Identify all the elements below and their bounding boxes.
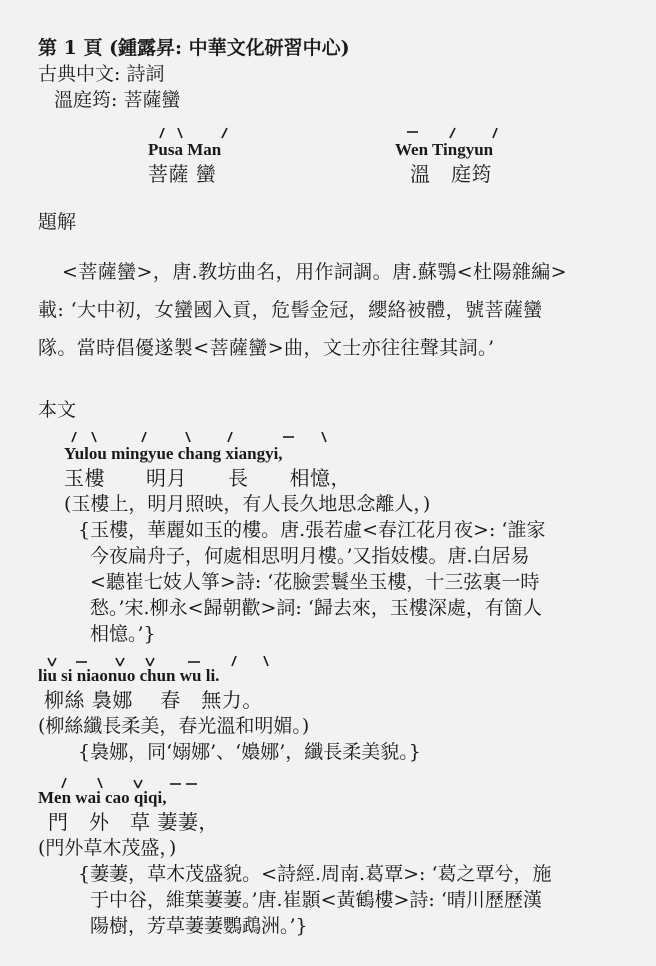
stanza3-note-line: 于中谷，維葉萋萋。’唐.崔顥<黃鶴樓>詩: ‘晴川歷歷漢 [90, 889, 542, 911]
tijie-line-1: <菩薩蠻>，唐.教坊曲名，用作詞調。唐.蘇鶚<杜陽雜編> [62, 261, 567, 283]
section-heading-tijie: 題解 [38, 211, 77, 233]
stanza1-note-line: {玉樓，華麗如玉的樓。唐.張若虛<春江花月夜>: ‘誰家 [78, 519, 546, 541]
stanza2-note-line: {裊娜，同‘嫋娜’、‘嬝娜’，纖長柔美貌。} [78, 741, 421, 763]
tone-mark [160, 128, 164, 138]
stanza3-translation: (門外草木茂盛，) [38, 837, 177, 859]
stanza3-pinyin: Men wai cao qiqi, [38, 788, 167, 807]
stanza2-chinese: 柳絲 裊娜 春 無力。 [44, 688, 263, 712]
stanza3-note-line: 陽樹，芳草萋萋鸚鵡洲。’} [90, 915, 308, 937]
tijie-line-2: 載: ‘大中初，女蠻國入貢，危髻金冠，纓絡被體，號菩薩蠻 [38, 299, 543, 321]
stanza3-note-line: {萋萋，草木茂盛貌。<詩經.周南.葛覃>: ‘葛之覃兮，施 [78, 863, 552, 885]
stanza1-translation: (玉樓上，明月照映，有人長久地思念離人，) [64, 493, 431, 515]
section-heading-benwen: 本文 [38, 399, 77, 421]
stanza1-note-line: 愁。’宋.柳永<歸朝歡>詞: ‘歸去來，玉樓深處，有箇人 [90, 597, 542, 619]
stanza2-pinyin: liu si niaonuo chun wu li. [38, 666, 220, 685]
title-chinese: 菩薩 蠻 [148, 162, 217, 186]
title-pinyin: Pusa Man [148, 140, 222, 159]
tone-mark [178, 128, 182, 138]
stanza1-note-line: 相憶。’} [90, 623, 156, 645]
author-pinyin: Wen Tingyun [395, 140, 494, 159]
stanza1-chinese: 玉樓 明月 長 相憶， [64, 466, 351, 490]
tijie-line-3: 隊。當時倡優遂製<菩薩蠻>曲，文士亦往往聲其詞。’ [38, 337, 495, 359]
stanza1-note-line: 今夜扁舟子，何處相思明月樓。’又指妓樓。唐.白居易 [90, 545, 530, 567]
author-chinese: 溫 庭筠 [410, 162, 492, 186]
page-header-line3: 溫庭筠: 菩薩蠻 [54, 89, 181, 111]
tone-mark [222, 128, 227, 138]
page-header-line1: 第 1 頁 (鍾露昇: 中華文化研習中心) [38, 37, 350, 59]
page-header-line2: 古典中文: 詩詞 [38, 63, 165, 85]
tone-mark [493, 128, 497, 138]
stanza2-translation: (柳絲纖長柔美，春光溫和明媚。) [38, 715, 310, 737]
stanza1-pinyin: Yulou mingyue chang xiangyi, [64, 444, 283, 463]
stanza1-note-line: <聽崔七妓人箏>詩: ‘花臉雲鬟坐玉樓，十三弦裏一時 [90, 571, 540, 593]
tone-mark [450, 128, 455, 138]
title-tone-marks [0, 120, 656, 150]
stanza3-chinese: 門 外 草 萋萋， [48, 810, 219, 834]
